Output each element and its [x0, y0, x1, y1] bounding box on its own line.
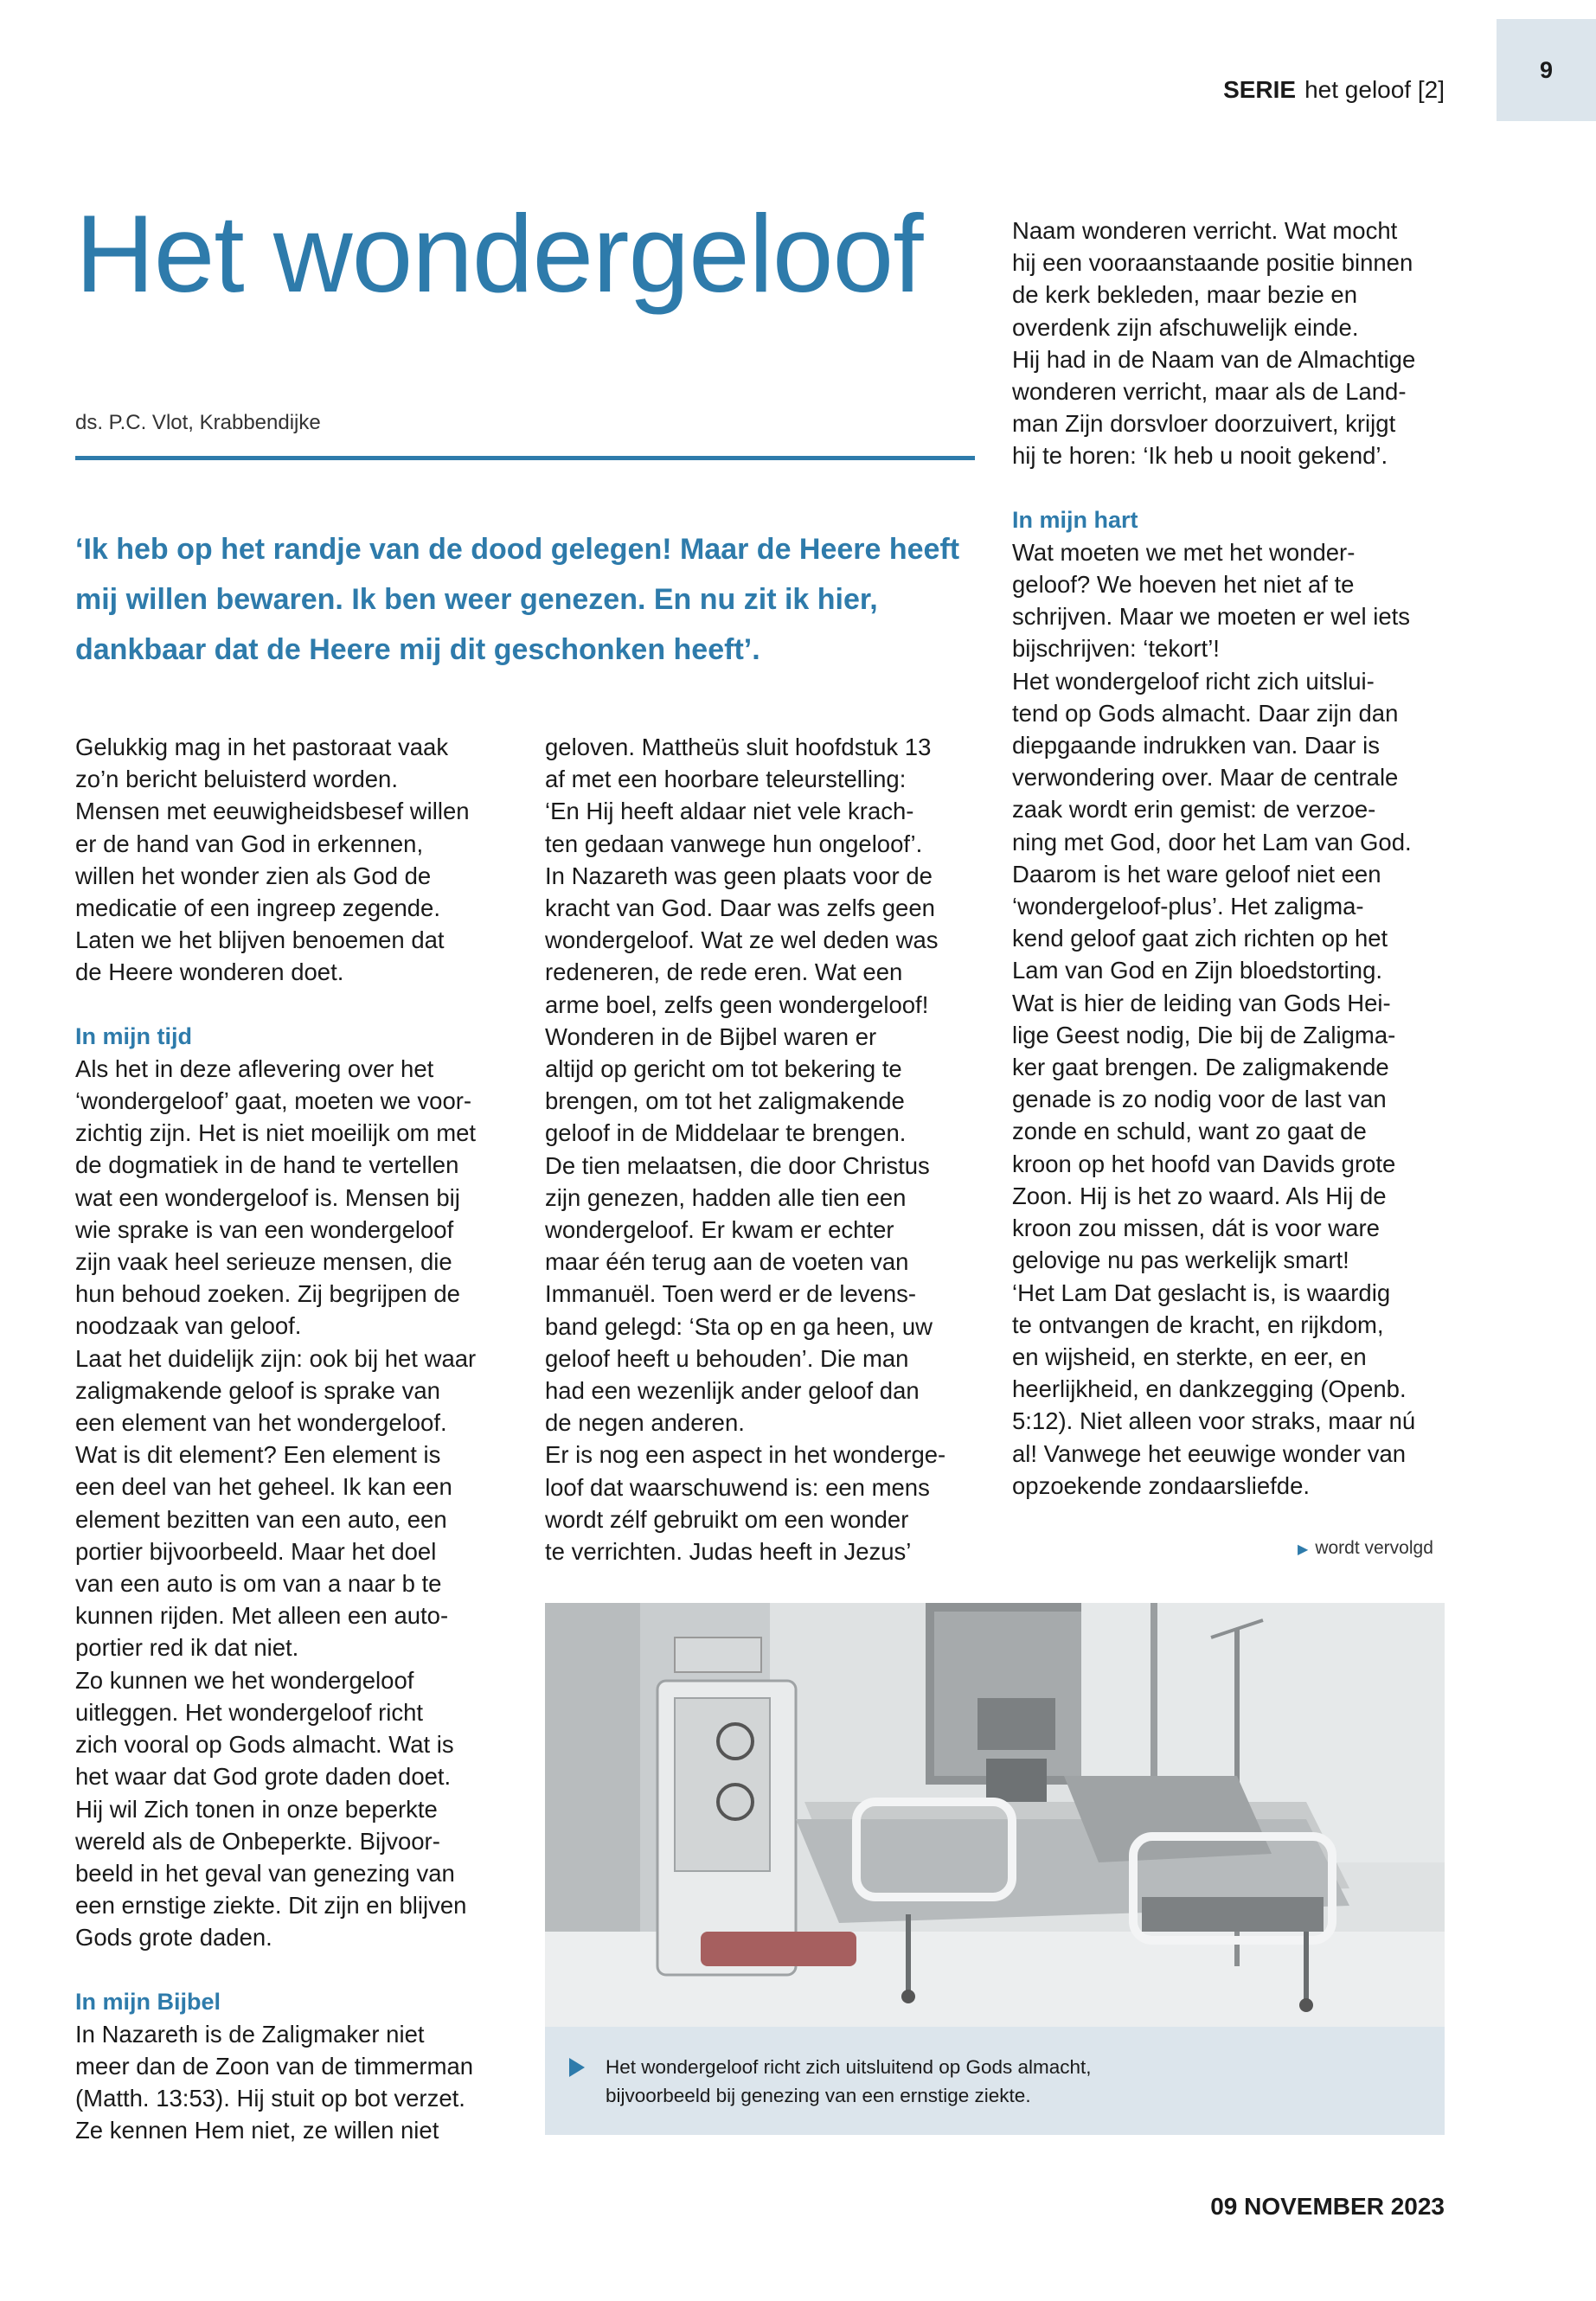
text-line: ‘Het Lam Dat geslacht is, is waardig: [1012, 1279, 1391, 1306]
text-line: kroon op het hoofd van Davids grote: [1012, 1150, 1396, 1177]
text-column-3: [1012, 215, 1462, 1503]
text-line: Gods grote daden.: [75, 1924, 272, 1952]
text-line: Wat is hier de leiding van Gods Hei-: [1012, 989, 1391, 1016]
text-line: Laat het duidelijk zijn: ook bij het waar: [75, 1344, 477, 1372]
section-heading-in-mijn-tijd: In mijn tijd: [75, 1022, 192, 1049]
text-line: ‘En Hij heeft aldaar niet vele krach-: [545, 798, 914, 825]
text-line: maar één terug aan de voeten van: [545, 1248, 909, 1276]
text-line: de dogmatiek in de hand te vertellen: [75, 1151, 459, 1179]
text-line: van een auto is om van a naar b te: [75, 1570, 442, 1598]
text-column-2: [545, 731, 995, 1567]
text-line: wonderen verricht, maar als de Land-: [1012, 378, 1407, 406]
text-line: wie sprake is van een wondergeloof: [75, 1215, 454, 1243]
continued-note: [1298, 1538, 1433, 1559]
text-line: In Nazareth is de Zaligmaker niet: [75, 2020, 425, 2048]
text-line: Zoon. Hij is het zo waard. Als Hij de: [1012, 1182, 1387, 1209]
text-line: De tien melaatsen, die door Christus: [545, 1151, 930, 1179]
text-line: noodzaak van geloof.: [75, 1312, 302, 1340]
text-line: loof dat waarschuwend is: een mens: [545, 1473, 930, 1501]
triangle-right-icon: [569, 2058, 585, 2077]
text-line: wordt zélf gebruikt om een wonder: [545, 1505, 909, 1533]
text-line: te verrichten. Judas heeft in Jezus’: [545, 1538, 912, 1566]
text-line: schrijven. Maar we moeten er wel iets: [1012, 603, 1411, 631]
text-line: genade is zo nodig voor de last van: [1012, 1086, 1387, 1113]
text-line: element bezitten van een auto, een: [75, 1505, 447, 1533]
paragraph: [545, 731, 995, 1567]
article-intro-quote: ‘Ik heb op het randje van de dood gelegen! Maar de Heere heeft mij willen bewaren. Ik ben weer genezen. En nu zit ik hier, dankbaar dat de Heere mij dit geschonken heeft’.: [75, 533, 960, 666]
text-line: arme boel, zelfs geen wondergeloof!: [545, 990, 929, 1018]
text-line: (Matth. 13:53). Hij stuit op bot verzet.: [75, 2085, 465, 2112]
issue-date: 09 NOVEMBER 2023: [1210, 2193, 1445, 2220]
text-line: Gelukkig mag in het pastoraat vaak: [75, 734, 449, 760]
text-line: zichtig zijn. Het is niet moeilijk om met: [75, 1119, 477, 1147]
text-line: een ernstige ziekte. Dit zijn en blijven: [75, 1892, 467, 1920]
text-line: medicatie of een ingreep zegende.: [75, 894, 440, 922]
text-line: In Nazareth was geen plaats voor de: [545, 862, 933, 889]
text-line: Naam wonderen verricht. Wat mocht: [1012, 217, 1398, 244]
text-line: brengen, om tot het zaligmakende: [545, 1087, 905, 1115]
text-line: geloven. Mattheüs sluit hoofdstuk 13: [545, 734, 932, 760]
caption-line: Het wondergeloof richt zich uitsluitend op Gods almacht,: [606, 2056, 1092, 2078]
text-line: beeld in het geval van genezing van: [75, 1859, 455, 1887]
text-line: portier red ik dat niet.: [75, 1634, 299, 1662]
text-line: Hij wil Zich tonen in onze beperkte: [75, 1795, 438, 1823]
paragraph: [75, 1053, 525, 1954]
text-line: Zo kunnen we het wondergeloof: [75, 1666, 414, 1694]
hospital-bed-photo: [545, 1603, 1445, 2027]
text-line: 5:12). Niet alleen voor straks, maar nú: [1012, 1407, 1416, 1435]
text-line: Laten we het blijven benoemen dat: [75, 926, 445, 954]
text-line: geloof? We hoeven het niet af te: [1012, 571, 1355, 599]
title-divider: [75, 456, 975, 460]
text-line: een element van het wondergeloof.: [75, 1409, 447, 1437]
text-line: te ontvangen de kracht, en rijkdom,: [1012, 1311, 1384, 1338]
text-line: Er is nog een aspect in het wonderge-: [545, 1441, 946, 1469]
text-line: willen het wonder zien als God de: [75, 862, 432, 889]
page-number: 9: [1497, 19, 1596, 121]
text-line: altijd op gericht om tot bekering te: [545, 1055, 902, 1083]
text-line: wondergeloof. Wat ze wel deden was: [545, 926, 939, 954]
photo-caption: [545, 2027, 1445, 2135]
text-line: het waar dat God grote daden doet.: [75, 1763, 452, 1791]
text-line: kroon zou missen, dát is voor ware: [1012, 1215, 1380, 1242]
text-line: de kerk bekleden, maar bezie en: [1012, 281, 1357, 309]
text-line: kend geloof gaat zich richten op het: [1012, 925, 1388, 952]
continued-label: wordt vervolgd: [1315, 1538, 1433, 1558]
section-heading-in-mijn-bijbel: In mijn Bijbel: [75, 1988, 221, 2015]
text-line: bijschrijven: ‘tekort’!: [1012, 635, 1220, 663]
text-line: overdenk zijn afschuwelijk einde.: [1012, 313, 1359, 341]
series-title: het geloof [2]: [1304, 76, 1445, 103]
text-line: hij een vooraanstaande positie binnen: [1012, 249, 1413, 277]
caption-line: bijvoorbeeld bij genezing van een ernstige ziekte.: [606, 2085, 1031, 2106]
text-line: al! Vanwege het eeuwige wonder van: [1012, 1439, 1407, 1467]
text-line: zonde en schuld, want zo gaat de: [1012, 1118, 1367, 1145]
article-title: Het wondergeloof: [75, 192, 923, 315]
text-line: ‘wondergeloof-plus’. Het zaligma-: [1012, 893, 1364, 920]
text-line: lige Geest nodig, Die bij de Zaligma-: [1012, 1021, 1396, 1048]
text-line: wondergeloof. Er kwam er echter: [545, 1216, 894, 1244]
text-line: de negen anderen.: [545, 1409, 745, 1437]
article-author: ds. P.C. Vlot, Krabbendijke: [75, 411, 321, 434]
text-line: kracht van God. Daar was zelfs geen: [545, 894, 935, 922]
section-heading-in-mijn-hart: In mijn hart: [1012, 506, 1138, 533]
text-line: kunnen rijden. Met alleen een auto-: [75, 1602, 449, 1630]
text-line: en wijsheid, en sterkte, en eer, en: [1012, 1343, 1367, 1370]
text-line: hij te horen: ‘Ik heb u nooit gekend’.: [1012, 442, 1388, 470]
text-line: diepgaande indrukken van. Daar is: [1012, 732, 1381, 760]
text-line: zo’n bericht beluisterd worden.: [75, 766, 398, 793]
text-line: Het wondergeloof richt zich uitslui-: [1012, 667, 1375, 695]
text-line: zich vooral op Gods almacht. Wat is: [75, 1731, 454, 1759]
text-line: geloof heeft u behouden’. Die man: [545, 1344, 909, 1372]
text-line: Hij had in de Naam van de Almachtige: [1012, 345, 1416, 373]
text-line: af met een hoorbare teleurstelling:: [545, 766, 907, 793]
text-line: geloof in de Middelaar te brengen.: [545, 1119, 907, 1147]
text-line: ker gaat brengen. De zaligmakende: [1012, 1054, 1389, 1081]
paragraph: [1012, 536, 1462, 1503]
text-line: Lam van God en Zijn bloedstorting.: [1012, 957, 1383, 984]
text-line: redeneren, de rede eren. Wat een: [545, 958, 903, 986]
text-column-1: [75, 731, 525, 2147]
text-line: Ze kennen Hem niet, ze willen niet: [75, 2117, 439, 2144]
text-line: Wat moeten we met het wonder-: [1012, 538, 1356, 566]
text-line: uitleggen. Het wondergeloof richt: [75, 1698, 424, 1726]
triangle-right-icon: ▶: [1298, 1542, 1309, 1557]
text-line: wereld als de Onbeperkte. Bijvoor-: [75, 1827, 440, 1855]
text-line: Immanuël. Toen werd er de levens-: [545, 1280, 917, 1308]
hospital-room-illustration: [545, 1603, 1445, 2027]
text-line: ‘wondergeloof’ gaat, moeten we voor-: [75, 1087, 472, 1115]
text-line: opzoekende zondaarsliefde.: [1012, 1471, 1311, 1499]
text-line: Mensen met eeuwigheidsbesef willen: [75, 798, 470, 825]
text-line: tend op Gods almacht. Daar zijn dan: [1012, 699, 1399, 727]
text-line: er de hand van God in erkennen,: [75, 830, 424, 857]
text-line: Wonderen in de Bijbel waren er: [545, 1022, 877, 1050]
text-line: hun behoud zoeken. Zij begrijpen de: [75, 1280, 460, 1308]
text-line: ning met God, door het Lam van God.: [1012, 828, 1412, 856]
series-label: SERIE: [1223, 76, 1297, 103]
text-line: een deel van het geheel. Ik kan een: [75, 1473, 452, 1501]
text-line: had een wezenlijk ander geloof dan: [545, 1377, 920, 1405]
text-line: meer dan de Zoon van de timmerman: [75, 2052, 474, 2080]
text-line: portier bijvoorbeeld. Maar het doel: [75, 1537, 437, 1565]
text-line: wat een wondergeloof is. Mensen bij: [75, 1183, 460, 1211]
text-line: Als het in deze aflevering over het: [75, 1054, 434, 1082]
text-line: Wat is dit element? Een element is: [75, 1441, 441, 1469]
text-line: de Heere wonderen doet.: [75, 958, 344, 986]
text-line: Daarom is het ware geloof niet een: [1012, 860, 1381, 888]
paragraph: [1012, 215, 1462, 472]
text-line: zaligmakende geloof is sprake van: [75, 1376, 440, 1404]
text-line: man Zijn dorsvloer doorzuivert, krijgt: [1012, 410, 1396, 438]
text-line: verwondering over. Maar de centrale: [1012, 764, 1399, 792]
text-line: gelovige nu pas werkelijk smart!: [1012, 1247, 1349, 1274]
text-line: zijn vaak heel serieuze mensen, die: [75, 1248, 452, 1276]
caption-text: [606, 2053, 1092, 2110]
paragraph: [75, 2018, 525, 2147]
text-line: zaak wordt erin gemist: de verzoe-: [1012, 796, 1376, 824]
text-line: ten gedaan vanwege hun ongeloof’.: [545, 830, 923, 857]
running-head: [1223, 76, 1445, 104]
paragraph: [75, 731, 525, 989]
text-line: zijn genezen, hadden alle tien een: [545, 1183, 907, 1211]
text-line: band gelegd: ‘Sta op en ga heen, uw: [545, 1312, 933, 1340]
text-line: heerlijkheid, en dankzegging (Openb.: [1012, 1375, 1407, 1403]
